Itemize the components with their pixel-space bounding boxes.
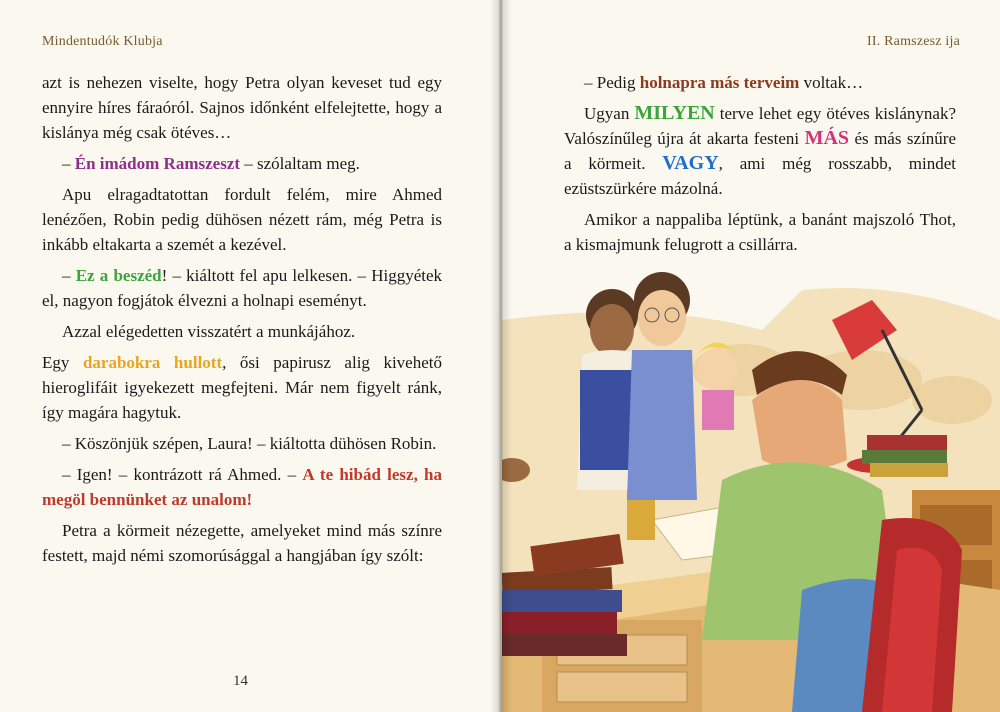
right-page	[502, 0, 1000, 712]
paragraph-8	[42, 462, 442, 512]
highlight-phrase: Ez a beszéd	[75, 266, 162, 285]
highlight-phrase: holnapra más terveim	[639, 73, 800, 92]
text-run: , ősi papirusz alig kivehető hieroglifáit igyekezett megfejteni. Már nem figyelt ránk, így magára hagytuk.	[42, 353, 443, 422]
paragraph-2	[42, 151, 442, 176]
right-text-block	[564, 70, 956, 263]
text-run: Egy	[42, 353, 83, 372]
highlight-phrase: Én imádom Ramszeszt	[74, 154, 241, 173]
left-page	[0, 0, 498, 712]
text-run: –	[62, 154, 75, 173]
running-head-right: II. Ramszesz ija	[867, 34, 960, 49]
text-run: –	[62, 266, 76, 285]
highlight-word: VAGY	[662, 152, 719, 174]
text-run: és más színűre a körmeit.	[564, 129, 956, 173]
paragraph-5: Azzal elégedetten visszatért a munkájához.	[62, 322, 356, 341]
highlight-word: MÁS	[804, 127, 850, 149]
left-text-block	[42, 70, 442, 574]
paragraph-6	[42, 350, 442, 425]
text-run: voltak…	[799, 73, 864, 92]
running-head-left: Mindentudók Klubja	[42, 34, 163, 49]
paragraph-9: Petra a körmeit nézegette, amelyeket mind más színre festett, majd némi szomorúsággal a hangjában így szólt:	[42, 521, 442, 565]
highlight-phrase: darabokra hullott	[82, 353, 223, 372]
text-run: – szólaltam meg.	[240, 154, 360, 173]
paragraph-r3: Amikor a nappaliba léptünk, a banánt majszoló Thot, a kismajmunk felugrott a csillárra.	[564, 210, 956, 254]
paragraph-1: azt is nehezen viselte, hogy Petra olyan keveset tud egy ennyire híres fáraóról. Sajnos időnként elfelejtette, hogy a kislánya még csak ötéves…	[42, 73, 442, 142]
page-number: 14	[233, 673, 248, 689]
paragraph-4	[42, 263, 442, 313]
text-run: – Pedig	[584, 73, 640, 92]
paragraph-r2	[564, 101, 956, 201]
text-run: Ugyan	[584, 104, 635, 123]
paragraph-7: – Köszönjük szépen, Laura! – kiáltotta dühösen Robin.	[62, 434, 437, 453]
paragraph-r1	[564, 70, 956, 95]
text-run: terve lehet egy ötéves kislánynak? Valószínűleg újra át akarta festeni	[564, 104, 956, 148]
highlight-word: MILYEN	[634, 102, 715, 124]
paragraph-3: Apu elragadtatottan fordult felém, mire Ahmed lenézően, Robin pedig dühösen nézett rám, még Petra is inkább eltakarta a szemét a kezével.	[42, 185, 442, 254]
highlight-phrase: A te hibád lesz, ha megöl bennünket az unalom!	[42, 465, 442, 509]
text-run: , ami még rosszabb, mindet ezüstszürkére mázolná.	[564, 154, 956, 198]
text-run: ! – kiáltott fel apu lelkesen. – Higgyétek el, nagyon fogjátok élvezni a holnapi eseményt.	[42, 266, 443, 310]
illustration-study-scene	[502, 260, 1000, 712]
text-run: – Igen! – kontrázott rá Ahmed. –	[62, 465, 303, 484]
